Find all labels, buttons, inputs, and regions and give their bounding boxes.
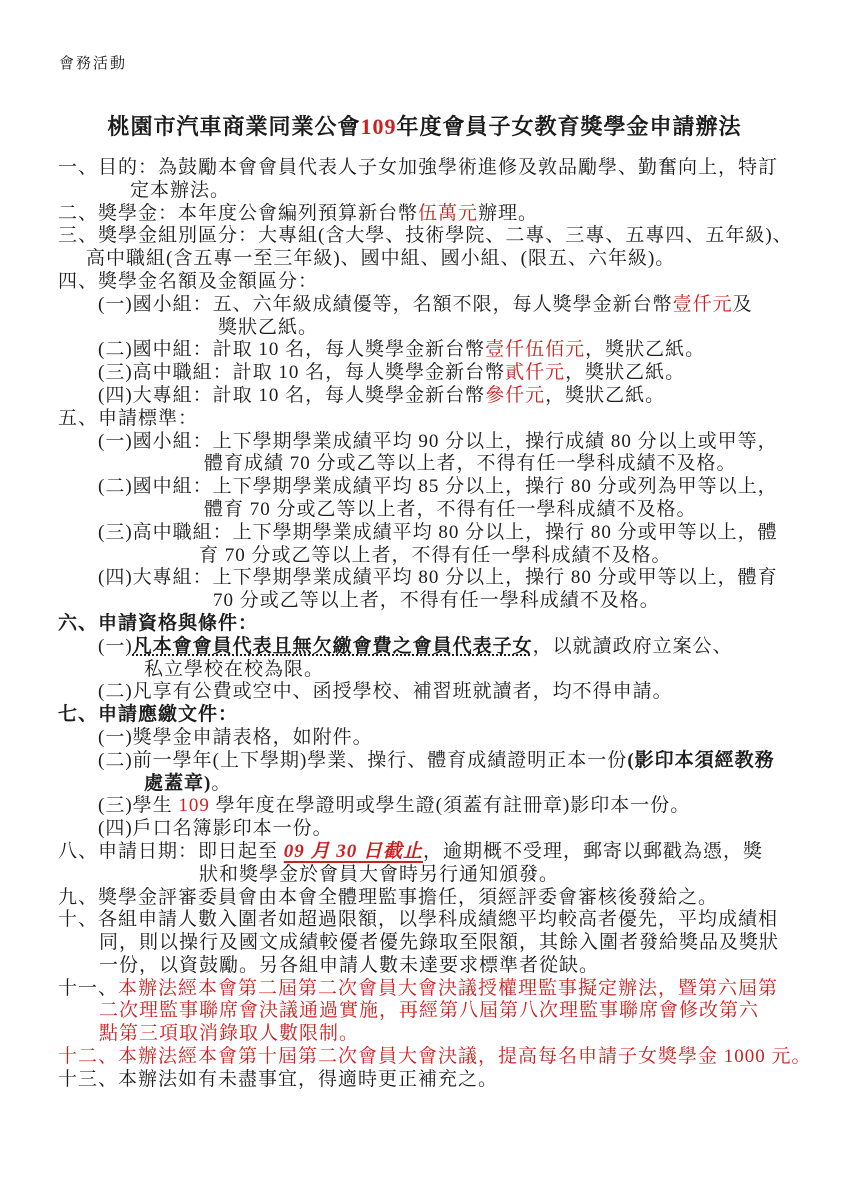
text-run: 獎狀乙紙。	[218, 316, 319, 338]
text-run: (三)高中職組：上下學期學業成績平均 80 分以上，操行 80 分或甲等以上，體	[98, 521, 778, 543]
document-line	[58, 613, 818, 636]
text-run: 點第三項取消錄取人數限制。	[99, 1023, 360, 1045]
text-run: (四)戶口名簿影印本一份。	[98, 818, 333, 840]
text-run: 壹仟伍佰元	[485, 339, 586, 361]
text-run: (一)獎學金申請表格，如附件。	[98, 726, 373, 748]
text-run: 辦理。	[478, 202, 539, 224]
document-line	[58, 818, 818, 841]
text-run: ，獎狀乙紙。	[565, 362, 686, 384]
text-run: (二)國中組：計取 10 名，每人獎學金新台幣	[98, 339, 486, 361]
document-line	[58, 408, 818, 431]
document-line	[58, 1023, 818, 1046]
document-line	[58, 955, 818, 978]
document-line	[58, 271, 818, 294]
document-line	[58, 203, 818, 226]
text-run: 年度會員子女教育獎學金申請辦法	[396, 114, 742, 139]
text-run: ，以就讀政府立案公、	[532, 635, 733, 657]
document-line	[58, 636, 818, 659]
text-run: 壹仟元	[672, 293, 733, 315]
text-run: 本辦法經本會第二屆第二次會員大會決議授權理監事擬定辦法，暨第六屆第	[118, 977, 779, 999]
text-run: (三)學生	[98, 795, 179, 817]
document-line	[58, 1069, 818, 1092]
document-line	[58, 545, 818, 568]
text-run: 學年度在學證明或學生證(須蓋有註冊章)影印本一份。	[209, 795, 691, 817]
text-run: 三、獎學金組別區分：大專組(含大學、技術學院、二專、三專、五專四、五年級)、	[58, 225, 793, 247]
text-run: 七、申請應繳文件：	[58, 704, 239, 726]
text-run: 一、目的：為鼓勵本會會員代表人子女加強學術進修及敦品勵學、勤奮向上，特訂	[58, 157, 779, 178]
text-run: 參仟元	[485, 384, 546, 406]
document-line	[58, 362, 818, 385]
document-line	[58, 476, 818, 499]
document-line	[58, 567, 818, 590]
text-run: (影印本須經教務	[627, 749, 775, 771]
text-run: ，逾期概不受理，郵寄以郵戳為憑，獎	[423, 840, 764, 862]
text-run: 六、申請資格與條件：	[58, 612, 259, 634]
text-run: 二次理監事聯席會決議通過實施，再經第八屆第八次理監事聯席會修改第六	[99, 1000, 760, 1022]
text-run: 109	[178, 795, 210, 817]
document-line	[58, 385, 818, 408]
document-line	[58, 453, 818, 476]
text-run: 伍萬元	[418, 202, 479, 224]
text-run: 體育成績 70 分或乙等以上者，不得有任一學科成績不及格。	[204, 453, 737, 475]
text-run: 二、獎學金：本年度公會編列預算新台幣	[58, 202, 419, 224]
document-line	[58, 339, 818, 362]
document-line	[58, 590, 818, 613]
text-run: 09 月 30 日截止	[283, 840, 424, 862]
document-line	[58, 887, 818, 910]
document-title	[0, 110, 849, 141]
text-run: (四)大專組：計取 10 名，每人獎學金新台幣	[98, 384, 486, 406]
doc-category-label: 會務活動	[59, 56, 128, 72]
document-line	[58, 248, 818, 271]
text-run: 四、獎學金名額及金額區分：	[58, 270, 319, 292]
text-run: 十、各組申請人數入圍者如超過限額，以學科成績總平均較高者優先，平均成績相	[58, 909, 779, 931]
text-run: (一)國小組：上下學期學業成績平均 90 分以上，操行成績 80 分以上或甲等，	[98, 430, 778, 452]
text-run: ，獎狀乙紙。	[545, 384, 666, 406]
text-run: (二)凡享有公費或空中、函授學校、補習班就讀者，均不得申請。	[98, 681, 673, 703]
text-run: 五、申請標準：	[58, 407, 199, 429]
document-line	[58, 317, 818, 340]
document-line	[58, 157, 818, 180]
text-run: 同，則以操行及國文成績較優者優先錄取至限額，其餘入圍者發給獎品及獎狀	[99, 932, 780, 954]
text-run: 一份，以資鼓勵。另各組申請人數未達要求標準者從缺。	[99, 954, 600, 976]
document-line	[58, 773, 818, 796]
document-line	[58, 225, 818, 248]
text-run: 十三、本辦法如有未盡事宜，得適時更正補充之。	[58, 1068, 499, 1090]
text-run: 私立學校在校為限。	[144, 658, 325, 680]
document-line	[58, 864, 818, 887]
text-run: (四)大專組：上下學期學業成績平均 80 分以上，操行 80 分或甲等以上，體育	[98, 567, 778, 589]
text-run: (一)	[98, 635, 133, 657]
text-run: 凡本會會員代表且無欠繳會費之會員代表子女	[132, 635, 533, 657]
document-line	[58, 180, 818, 203]
document-line	[58, 294, 818, 317]
text-run: 十二、本辦法經本會第十屆第二次會員大會決議，提高每名申請子女獎學金 1000 元。	[58, 1046, 812, 1068]
document-line	[58, 499, 818, 522]
document-line	[58, 1000, 818, 1023]
text-run: ，獎狀乙紙。	[585, 339, 706, 361]
text-run: 處蓋章)	[144, 772, 212, 794]
document-line	[58, 522, 818, 545]
text-run: 桃園市汽車商業同業公會	[107, 114, 361, 139]
text-run: (二)前一學年(上下學期)學業、操行、體育成績證明正本一份	[98, 749, 628, 771]
document-line	[58, 727, 818, 750]
text-run: 。	[211, 772, 232, 794]
document-line	[58, 431, 818, 454]
document-line	[58, 1046, 818, 1069]
text-run: 及	[732, 293, 753, 315]
text-run: 定本辦法。	[130, 179, 231, 201]
text-run: 狀和獎學金於會員大會時另行通知頒發。	[199, 863, 560, 885]
document-line	[58, 909, 818, 932]
text-run: 九、獎學金評審委員會由本會全體理監事擔任，須經評委會審核後發給之。	[58, 886, 719, 908]
document-line	[58, 750, 818, 773]
document-line	[58, 704, 818, 727]
text-run: 育 70 分或乙等以上者，不得有任一學科成績不及格。	[199, 544, 672, 566]
document-line	[58, 978, 818, 1001]
text-run: (三)高中職組：計取 10 名，每人獎學金新台幣	[98, 362, 506, 384]
document-body	[58, 157, 818, 1092]
text-run: 體育 70 分或乙等以上者，不得有任一學科成績不及格。	[204, 498, 697, 520]
text-run: 高中職組(含五專一至三年級)、國中組、國小組、(限五、六年級)。	[86, 248, 676, 270]
text-run: 貳仟元	[505, 362, 566, 384]
document-line	[58, 795, 818, 818]
document-line	[58, 681, 818, 704]
document-line	[58, 932, 818, 955]
text-run: 八、申請日期：即日起至	[58, 840, 284, 862]
text-run: 70 分或乙等以上者，不得有任一學科成績不及格。	[213, 590, 660, 612]
document-line	[58, 841, 818, 864]
text-run: 109	[360, 114, 397, 139]
document-line	[58, 659, 818, 682]
text-run: (二)國中組：上下學期學業成績平均 85 分以上，操行 80 分或列為甲等以上，	[98, 476, 778, 498]
text-run: (一)國小組：五、六年級成績優等，名額不限，每人獎學金新台幣	[98, 293, 673, 315]
text-run: 十一、	[58, 977, 119, 999]
